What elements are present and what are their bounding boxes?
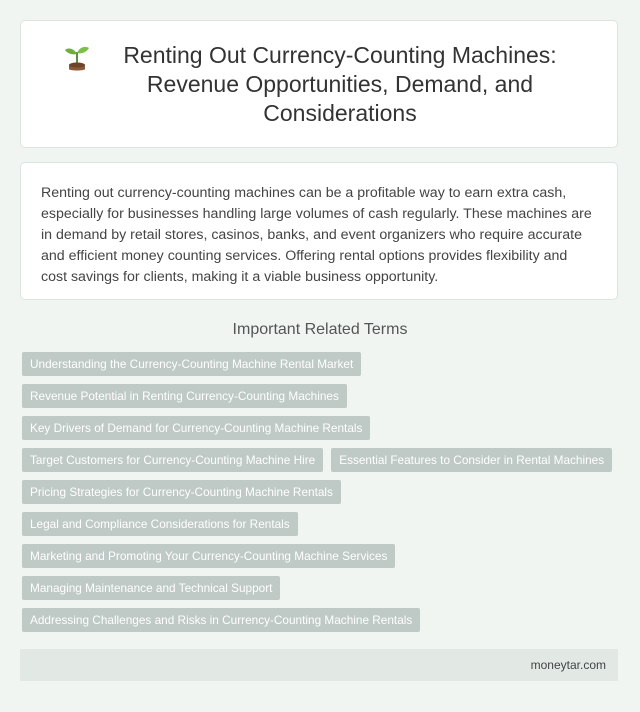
- footer-site-link[interactable]: moneytar.com: [530, 658, 606, 672]
- tag-row: [22, 512, 622, 536]
- related-term-tag[interactable]: Essential Features to Consider in Rental Machines: [331, 448, 612, 472]
- footer: [20, 649, 618, 681]
- summary-card: [20, 162, 618, 300]
- tag-row: [22, 576, 622, 600]
- tag-row: [22, 480, 622, 504]
- related-term-tag[interactable]: Addressing Challenges and Risks in Currency-Counting Machine Rentals: [22, 608, 420, 632]
- related-term-tag[interactable]: Marketing and Promoting Your Currency-Counting Machine Services: [22, 544, 395, 568]
- tag-row: [22, 416, 622, 440]
- related-term-tag[interactable]: Managing Maintenance and Technical Support: [22, 576, 280, 600]
- tag-row: [22, 608, 622, 632]
- tag-row: [22, 384, 622, 408]
- related-term-tag[interactable]: Target Customers for Currency-Counting Machine Hire: [22, 448, 323, 472]
- related-term-tag[interactable]: Understanding the Currency-Counting Machine Rental Market: [22, 352, 361, 376]
- sprout-icon: [63, 43, 91, 73]
- related-term-tag[interactable]: Pricing Strategies for Currency-Counting Machine Rentals: [22, 480, 341, 504]
- tag-row: [22, 544, 622, 568]
- related-terms-heading: Important Related Terms: [232, 321, 408, 338]
- page-title: Renting Out Currency-Counting Machines: Revenue Opportunities, Demand, and Considerations: [123, 41, 557, 126]
- related-term-tag[interactable]: Legal and Compliance Considerations for Rentals: [22, 512, 298, 536]
- related-term-tag[interactable]: Key Drivers of Demand for Currency-Counting Machine Rentals: [22, 416, 370, 440]
- tag-row: [22, 352, 622, 376]
- related-terms-list: [22, 352, 622, 640]
- related-term-tag[interactable]: Revenue Potential in Renting Currency-Counting Machines: [22, 384, 347, 408]
- summary-text: Renting out currency-counting machines can be a profitable way to earn extra cash, especially for businesses handling large volumes of cash regularly. These machines are in demand by retail stores, casinos, banks, and event organizers who require accurate and efficient money counting services. Offering rental options provides flexibility and cost savings for clients, making it a viable business opportunity.: [41, 185, 592, 285]
- header-card: [20, 20, 618, 148]
- tag-row: [22, 448, 622, 472]
- header-inner: [21, 41, 617, 128]
